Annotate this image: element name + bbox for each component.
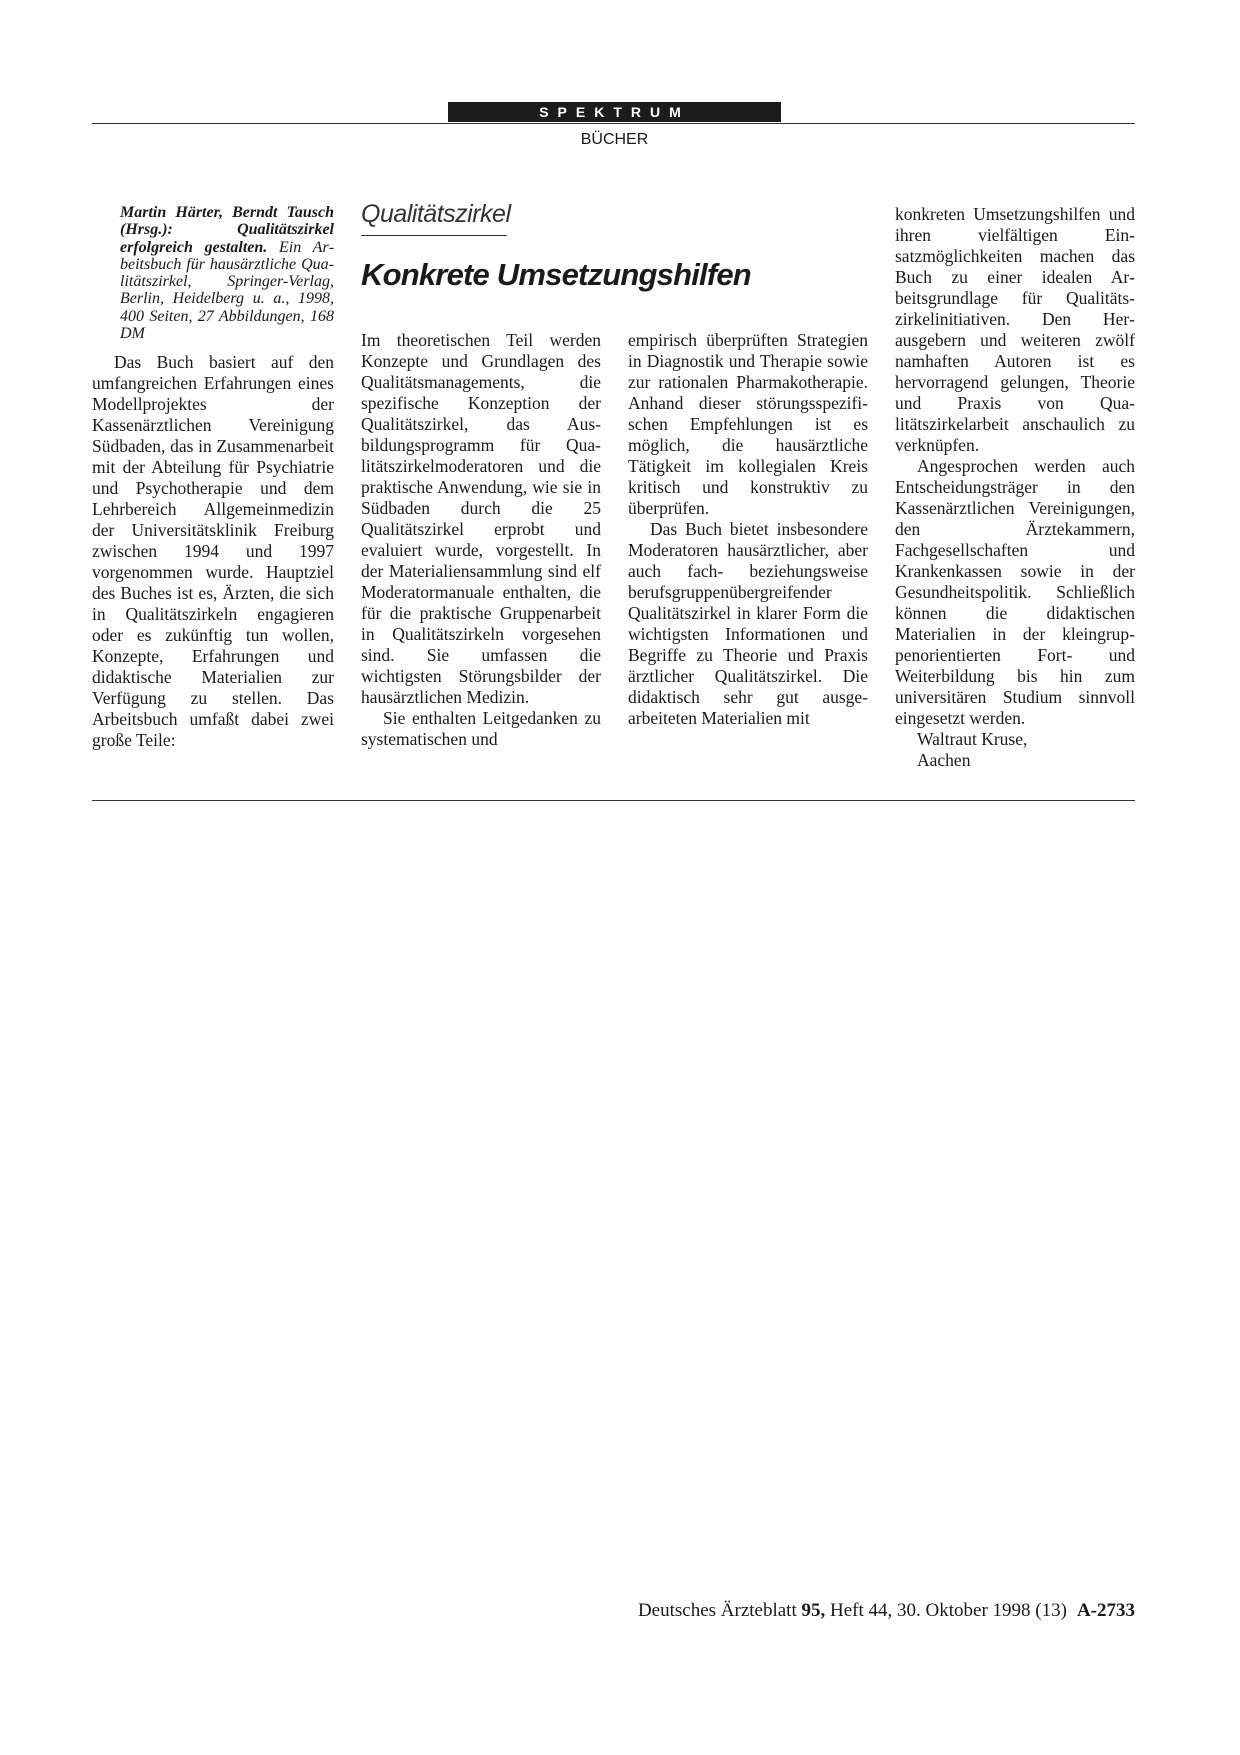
paragraph: Das Buch basiert auf den umfangreichen Erfahrungen eines Modellprojektes der Kassenärztlichen Vereinigung Südbaden, das in Zusammenarbeit mit der Abteilung für Psychiatrie und Psychotherapie und dem Lehrbereich Allgemeinmedizin der Universitätsklinik Freiburg zwischen 1994 und 1997 vorgenommen wurde. Hauptziel des Buches ist es, Ärzten, die sich in Qualitätszirkeln engagieren oder es zukünftig tun wollen, Konzepte, Erfahrungen und didaktische Materialien zur Verfügung zu stellen. Das Arbeitsbuch umfaßt dabei zwei große Teile: bbox=[92, 352, 334, 750]
subsection-label: BÜCHER bbox=[580, 131, 649, 148]
column-1 bbox=[92, 352, 334, 751]
author-city: Aachen bbox=[917, 750, 971, 770]
article-end-rule bbox=[92, 800, 1135, 801]
section-label: SPEKTRUM bbox=[448, 102, 781, 122]
author-signature: Waltraut Kruse, bbox=[917, 729, 1028, 749]
rubric-rule bbox=[361, 235, 507, 236]
article-rubric: Qualitätszirkel bbox=[361, 200, 511, 228]
paragraph: Im theoretischen Teil werden Konzepte und Grundlagen des Qualitätsmanagements, die spezifische Konzeption der Qualitätszirkel, das Ausbildungsprogramm für Qualitätszirkelmoderatoren und die praktische Anwendung, wie sie in Südbaden durch die 25 Qualitätszirkel erprobt und evaluiert wurde, vorgestellt. In der Materialiensammlung sind elf Moderatormanuale enthalten, die für die praktische Gruppenarbeit in Qualitätszirkeln vorgesehen sind. Sie umfassen die wichtigsten Störungsbilder der hausärztlichen Medizin. bbox=[361, 330, 601, 707]
column-2 bbox=[361, 330, 601, 750]
paragraph: Sie enthalten Leitgedanken zu systematischen und bbox=[361, 708, 601, 749]
journal-volume: 95, bbox=[801, 1600, 826, 1621]
paragraph: Das Buch bietet insbesondere Moderatoren hausärztlicher, aber auch fach- beziehungsweise berufsgruppenübergreifender Qualitätszirkel in klarer Form die wichtigsten Informationen und Begriffe zu Theorie und Praxis ärztlicher Qualitätszirkel. Die didaktisch sehr gut ausgearbeiteten Materialien mit bbox=[628, 519, 868, 728]
page-footer bbox=[560, 1599, 1135, 1623]
column-4 bbox=[895, 204, 1135, 771]
article-headline: Konkrete Umsetzungshilfen bbox=[361, 257, 751, 292]
book-reference bbox=[120, 204, 334, 342]
paragraph: Angesprochen werden auch Entscheidungsträger in den Kassenärztlichen Vereinigungen, den Ärztekammern, Fachgesellschaften und Krankenkassen sowie in der Gesundheitspolitik. Schließlich können die didaktischen Materialien in der kleingruppenorientierten Fort- und Weiterbildung bis hin zum universitären Studium sinnvoll eingesetzt werden. bbox=[895, 456, 1135, 728]
book-details: Ein Arbeitsbuch für hausärztliche Qualitätszirkel, Springer-Verlag, Berlin, Heidelberg u. a., 1998, 400 Seiten, 27 Abbildungen, 168 DM bbox=[120, 238, 335, 343]
paragraph: empirisch überprüften Strategien in Diagnostik und Therapie sowie zur rationalen Pharmakotherapie. Anhand dieser störungsspezifischen Empfehlungen ist es möglich, die hausärztliche Tätigkeit im kollegialen Kreis kritisch und konstruktiv zu überprüfen. bbox=[628, 330, 868, 518]
header-rule bbox=[92, 123, 1135, 124]
paragraph: konkreten Umsetzungshilfen und ihren vielfältigen Einsatzmöglichkeiten machen das Buch zu einer idealen Arbeitsgrundlage für Qualitätszirkelinitiativen. Den Herausgebern und weiteren zwölf namhaften Autoren ist es hervorragend gelungen, Theorie und Praxis von Qualitätszirkelarbeit anschaulich zu verknüpfen. bbox=[895, 204, 1135, 455]
page-number: A-2733 bbox=[1076, 1600, 1135, 1621]
journal-name: Deutsches Ärzteblatt bbox=[637, 1600, 797, 1621]
book-authors-title: Martin Härter, Berndt Tausch (Hrsg.): Qualitätszirkel erfolgreich gestalten. bbox=[120, 204, 334, 256]
issue-date: Heft 44, 30. Oktober 1998 (13) bbox=[830, 1600, 1067, 1621]
column-3 bbox=[628, 330, 868, 729]
